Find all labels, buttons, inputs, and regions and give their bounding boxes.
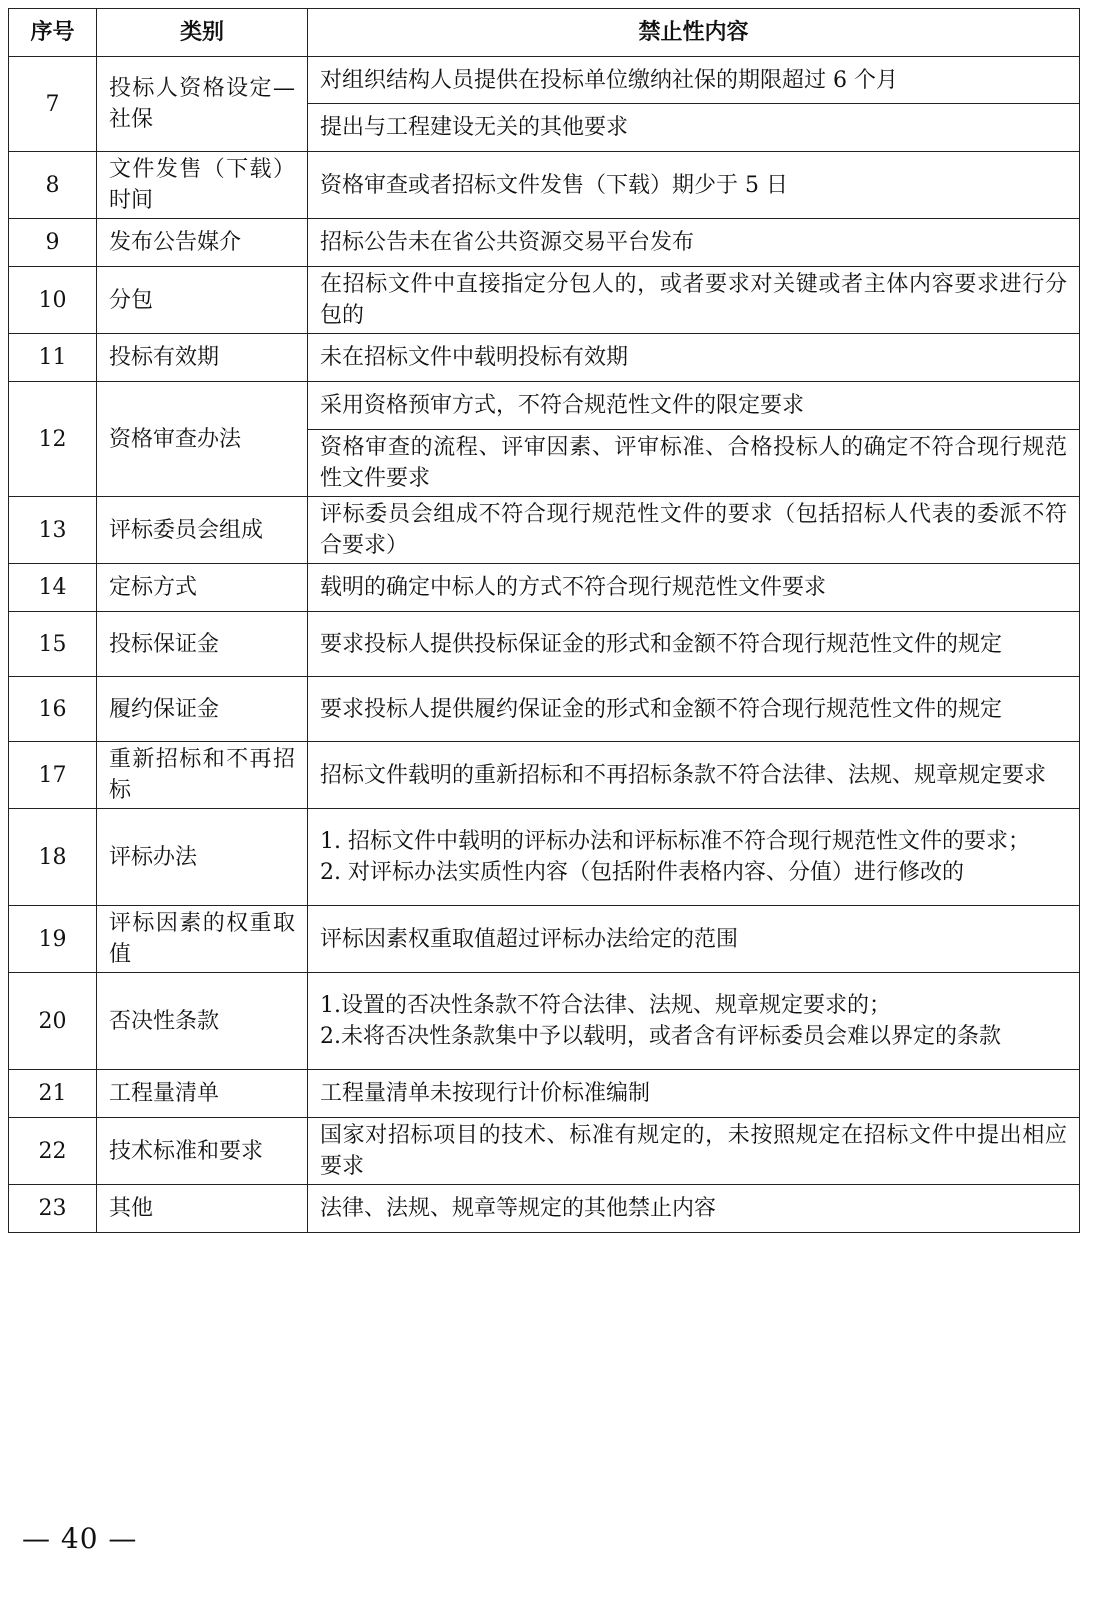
table-body <box>9 57 1080 1233</box>
table-row <box>9 219 1080 267</box>
row-prohibited-content: 评标因素权重取值超过评标办法给定的范围 <box>308 906 1080 973</box>
row-category: 投标有效期 <box>97 334 308 382</box>
row-seq: 17 <box>9 742 97 809</box>
row-prohibited-content: 评标委员会组成不符合现行规范性文件的要求（包括招标人代表的委派不符合要求） <box>308 497 1080 564</box>
row-category: 重新招标和不再招标 <box>97 742 308 809</box>
row-prohibited-content: 在招标文件中直接指定分包人的，或者要求对关键或者主体内容要求进行分包的 <box>308 267 1080 334</box>
row-seq: 16 <box>9 677 97 742</box>
row-category: 其他 <box>97 1185 308 1233</box>
row-category: 投标人资格设定—社保 <box>97 57 308 152</box>
row-prohibited-content: 国家对招标项目的技术、标准有规定的，未按照规定在招标文件中提出相应要求 <box>308 1118 1080 1185</box>
row-category: 投标保证金 <box>97 612 308 677</box>
row-prohibited-content: 1.设置的否决性条款不符合法律、法规、规章规定要求的； 2.未将否决性条款集中予以载明，或者含有评标委员会难以界定的条款 <box>308 973 1080 1070</box>
table-row <box>9 382 1080 430</box>
row-category: 定标方式 <box>97 564 308 612</box>
row-category: 发布公告媒介 <box>97 219 308 267</box>
header-seq: 序号 <box>9 9 97 57</box>
row-seq: 7 <box>9 57 97 152</box>
row-prohibited-content: 1. 招标文件中载明的评标办法和评标标准不符合现行规范性文件的要求； 2. 对评标办法实质性内容（包括附件表格内容、分值）进行修改的 <box>308 809 1080 906</box>
table-row <box>9 1118 1080 1185</box>
row-seq: 22 <box>9 1118 97 1185</box>
prohibited-content-table <box>8 8 1080 1233</box>
table-row <box>9 1185 1080 1233</box>
table-row <box>9 564 1080 612</box>
row-seq: 20 <box>9 973 97 1070</box>
row-prohibited-content: 资格审查的流程、评审因素、评审标准、合格投标人的确定不符合现行规范性文件要求 <box>308 430 1080 497</box>
row-category: 评标办法 <box>97 809 308 906</box>
row-seq: 12 <box>9 382 97 497</box>
row-prohibited-content: 对组织结构人员提供在投标单位缴纳社保的期限超过 6 个月 <box>308 57 1080 104</box>
row-prohibited-content: 提出与工程建设无关的其他要求 <box>308 104 1080 152</box>
page-number: — 40 — <box>22 1522 138 1555</box>
header-category: 类别 <box>97 9 308 57</box>
table-row <box>9 334 1080 382</box>
table-row <box>9 57 1080 104</box>
row-seq: 9 <box>9 219 97 267</box>
row-seq: 14 <box>9 564 97 612</box>
row-prohibited-content: 要求投标人提供投标保证金的形式和金额不符合现行规范性文件的规定 <box>308 612 1080 677</box>
row-prohibited-content: 要求投标人提供履约保证金的形式和金额不符合现行规范性文件的规定 <box>308 677 1080 742</box>
row-seq: 23 <box>9 1185 97 1233</box>
table-header-row <box>9 9 1080 57</box>
row-prohibited-content: 工程量清单未按现行计价标准编制 <box>308 1070 1080 1118</box>
row-seq: 13 <box>9 497 97 564</box>
row-category: 评标委员会组成 <box>97 497 308 564</box>
row-category: 技术标准和要求 <box>97 1118 308 1185</box>
table-row <box>9 1070 1080 1118</box>
row-category: 履约保证金 <box>97 677 308 742</box>
row-category: 评标因素的权重取值 <box>97 906 308 973</box>
row-prohibited-content: 采用资格预审方式，不符合规范性文件的限定要求 <box>308 382 1080 430</box>
table-row <box>9 677 1080 742</box>
row-prohibited-content: 招标文件载明的重新招标和不再招标条款不符合法律、法规、规章规定要求 <box>308 742 1080 809</box>
row-prohibited-content: 载明的确定中标人的方式不符合现行规范性文件要求 <box>308 564 1080 612</box>
row-seq: 18 <box>9 809 97 906</box>
table-row <box>9 152 1080 219</box>
row-seq: 10 <box>9 267 97 334</box>
table-row <box>9 497 1080 564</box>
table-row <box>9 267 1080 334</box>
table-row <box>9 742 1080 809</box>
table-row <box>9 809 1080 906</box>
row-seq: 15 <box>9 612 97 677</box>
table-row <box>9 612 1080 677</box>
header-prohibited-content: 禁止性内容 <box>308 9 1080 57</box>
row-prohibited-content: 未在招标文件中载明投标有效期 <box>308 334 1080 382</box>
row-category: 分包 <box>97 267 308 334</box>
row-category: 资格审查办法 <box>97 382 308 497</box>
row-prohibited-content: 法律、法规、规章等规定的其他禁止内容 <box>308 1185 1080 1233</box>
row-seq: 21 <box>9 1070 97 1118</box>
row-category: 否决性条款 <box>97 973 308 1070</box>
row-category: 文件发售（下载）时间 <box>97 152 308 219</box>
table-row <box>9 973 1080 1070</box>
row-seq: 8 <box>9 152 97 219</box>
row-prohibited-content: 资格审查或者招标文件发售（下载）期少于 5 日 <box>308 152 1080 219</box>
row-category: 工程量清单 <box>97 1070 308 1118</box>
row-prohibited-content: 招标公告未在省公共资源交易平台发布 <box>308 219 1080 267</box>
row-seq: 11 <box>9 334 97 382</box>
table-row <box>9 906 1080 973</box>
row-seq: 19 <box>9 906 97 973</box>
